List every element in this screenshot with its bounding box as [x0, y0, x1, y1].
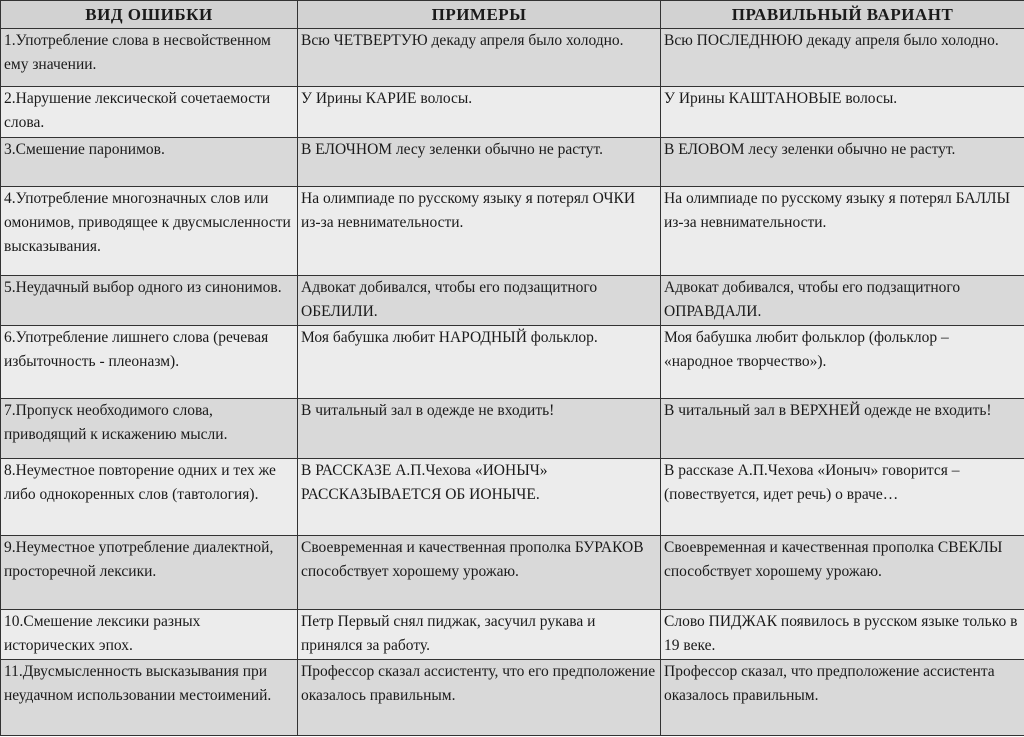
error-type-cell: 3.Смешение паронимов.: [1, 138, 298, 187]
example-cell: Всю ЧЕТВЕРТУЮ декаду апреля было холодно.: [298, 29, 661, 87]
header-correct-variant: ПРАВИЛЬНЫЙ ВАРИАНТ: [661, 1, 1024, 29]
error-type-cell: 8.Неуместное повторение одних и тех же либо однокоренных слов (тавтология).: [1, 459, 298, 536]
table-row: [1, 610, 1024, 660]
error-type-cell: 1.Употребление слова в несвойственном ему значении.: [1, 29, 298, 87]
table-row: [1, 187, 1024, 276]
example-cell: В ЕЛОЧНОМ лесу зеленки обычно не растут.: [298, 138, 661, 187]
table-row: [1, 660, 1024, 736]
correct-cell: В читальный зал в ВЕРХНЕЙ одежде не входить!: [661, 399, 1024, 459]
header-row: [1, 1, 1024, 29]
error-type-cell: 7.Пропуск необходимого слова, приводящий к искажению мысли.: [1, 399, 298, 459]
error-type-cell: 6.Употребление лишнего слова (речевая избыточность - плеоназм).: [1, 326, 298, 399]
header-examples: ПРИМЕРЫ: [298, 1, 661, 29]
table-header: [1, 1, 1024, 29]
correct-cell: На олимпиаде по русскому языку я потерял БАЛЛЫ из-за невнимательности.: [661, 187, 1024, 276]
example-cell: Моя бабушка любит НАРОДНЫЙ фольклор.: [298, 326, 661, 399]
correct-cell: В рассказе А.П.Чехова «Ионыч» говорится – (повествуется, идет речь) о враче…: [661, 459, 1024, 536]
correct-cell: Своевременная и качественная прополка СВЕКЛЫ способствует хорошему урожаю.: [661, 536, 1024, 610]
example-cell: Петр Первый снял пиджак, засучил рукава и принялся за работу.: [298, 610, 661, 660]
correct-cell: В ЕЛОВОМ лесу зеленки обычно не растут.: [661, 138, 1024, 187]
table-row: [1, 138, 1024, 187]
example-cell: У Ирины КАРИЕ волосы.: [298, 87, 661, 138]
header-error-type: ВИД ОШИБКИ: [1, 1, 298, 29]
table-row: [1, 276, 1024, 326]
example-cell: Адвокат добивался, чтобы его подзащитного ОБЕЛИЛИ.: [298, 276, 661, 326]
table-row: [1, 399, 1024, 459]
example-cell: Профессор сказал ассистенту, что его предположение оказалось правильным.: [298, 660, 661, 736]
table-body: [1, 29, 1024, 736]
example-cell: На олимпиаде по русскому языку я потерял ОЧКИ из-за невнимательности.: [298, 187, 661, 276]
table-row: [1, 87, 1024, 138]
error-type-cell: 2.Нарушение лексической сочетаемости слова.: [1, 87, 298, 138]
correct-cell: У Ирины КАШТАНОВЫЕ волосы.: [661, 87, 1024, 138]
error-type-cell: 11.Двусмысленность высказывания при неудачном использовании местоимений.: [1, 660, 298, 736]
correct-cell: Профессор сказал, что предположение ассистента оказалось правильным.: [661, 660, 1024, 736]
table-row: [1, 536, 1024, 610]
error-type-cell: 4.Употребление многозначных слов или омонимов, приводящее к двусмысленности высказывания.: [1, 187, 298, 276]
table-row: [1, 29, 1024, 87]
correct-cell: Моя бабушка любит фольклор (фольклор – «народное творчество»).: [661, 326, 1024, 399]
error-type-cell: 10.Смешение лексики разных исторических эпох.: [1, 610, 298, 660]
example-cell: В РАССКАЗЕ А.П.Чехова «ИОНЫЧ» РАССКАЗЫВАЕТСЯ ОБ ИОНЫЧЕ.: [298, 459, 661, 536]
correct-cell: Всю ПОСЛЕДНЮЮ декаду апреля было холодно.: [661, 29, 1024, 87]
example-cell: В читальный зал в одежде не входить!: [298, 399, 661, 459]
error-type-cell: 5.Неудачный выбор одного из синонимов.: [1, 276, 298, 326]
error-type-cell: 9.Неуместное употребление диалектной, просторечной лексики.: [1, 536, 298, 610]
correct-cell: Адвокат добивался, чтобы его подзащитного ОПРАВДАЛИ.: [661, 276, 1024, 326]
table-row: [1, 326, 1024, 399]
correct-cell: Слово ПИДЖАК появилось в русском языке только в 19 веке.: [661, 610, 1024, 660]
example-cell: Своевременная и качественная прополка БУРАКОВ способствует хорошему урожаю.: [298, 536, 661, 610]
table-row: [1, 459, 1024, 536]
